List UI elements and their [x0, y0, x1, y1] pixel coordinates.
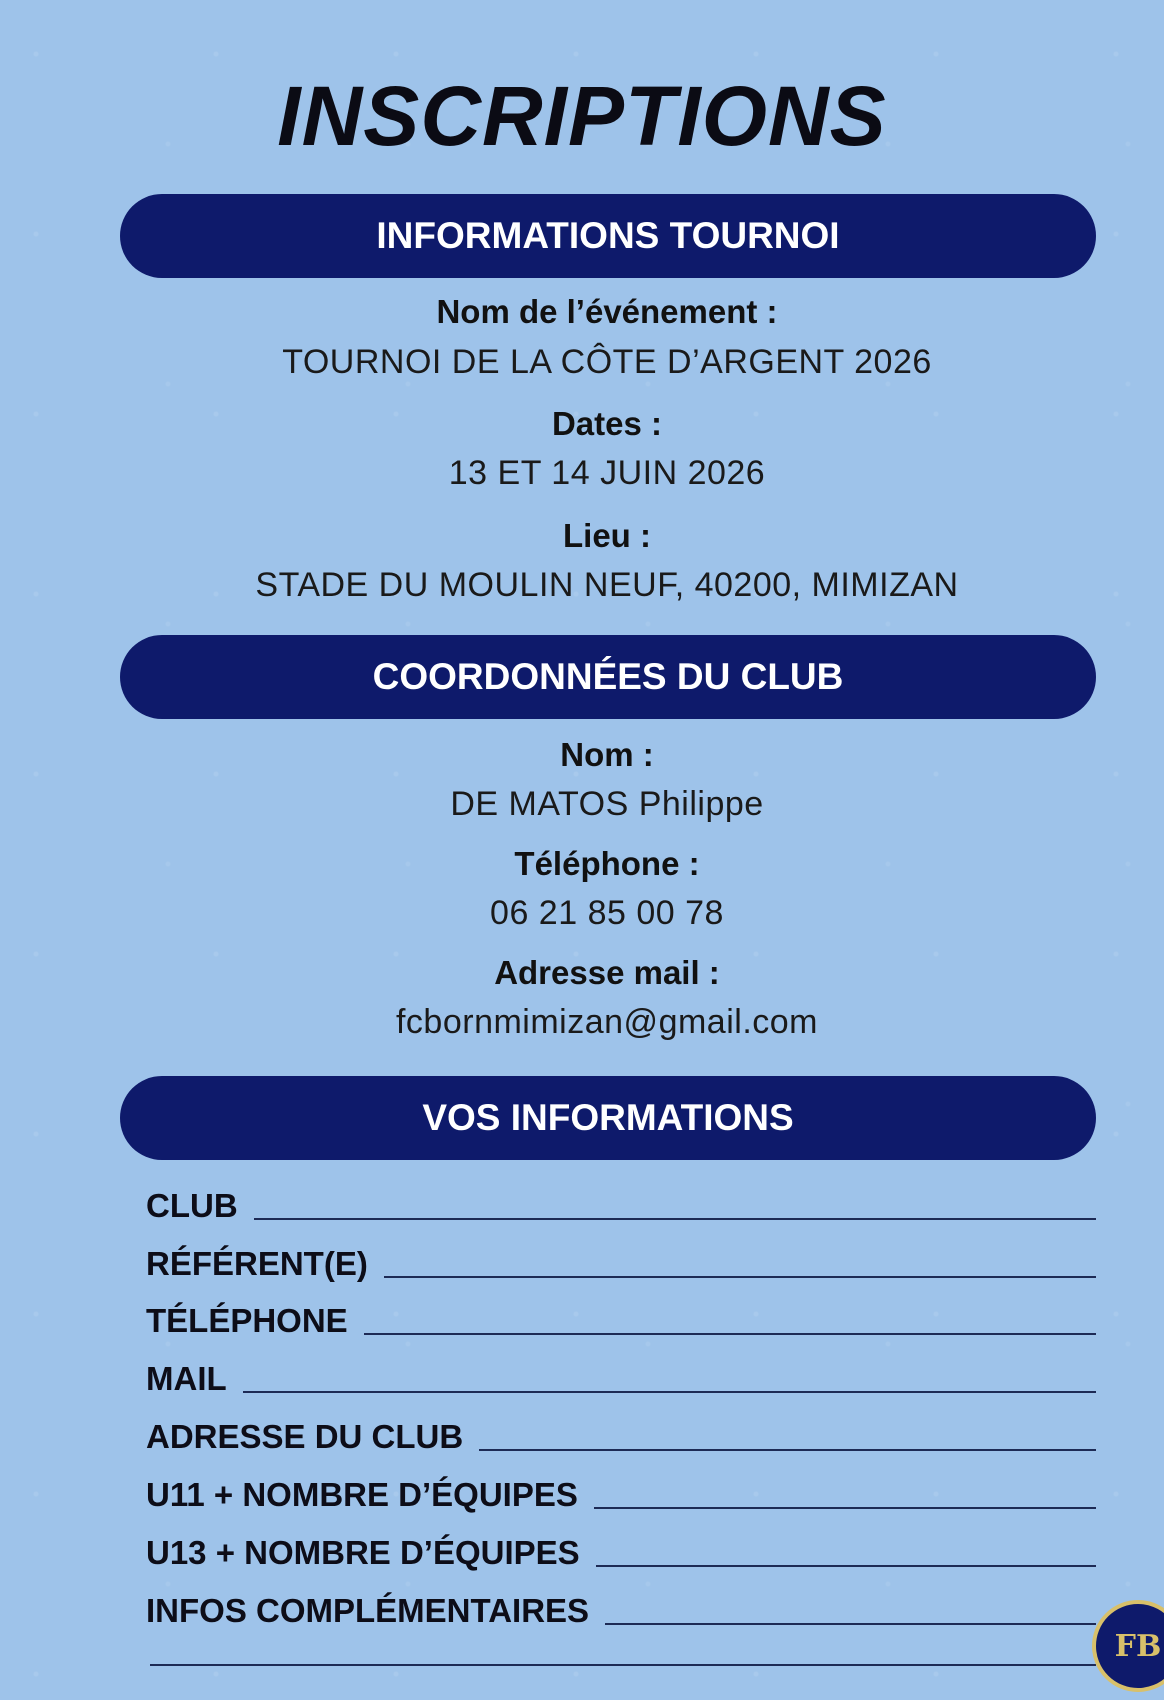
form-field-u11-teams[interactable] — [146, 1471, 1096, 1515]
club-mail-value[interactable]: fcbornmimizan@gmail.com — [395, 1003, 818, 1041]
form-field-phone[interactable] — [146, 1297, 1096, 1341]
fill-line[interactable] — [364, 1333, 1096, 1335]
section-banner-yours: VOS INFORMATIONS — [120, 1076, 1096, 1160]
event-name-label: Nom de l’événement : — [436, 293, 778, 330]
fill-line[interactable] — [384, 1276, 1096, 1278]
club-phone-value: 06 21 85 00 78 — [490, 894, 724, 932]
form-field-club-address[interactable] — [146, 1413, 1096, 1457]
field-label: U13 + NOMBRE D’ÉQUIPES — [146, 1534, 580, 1571]
fill-line[interactable] — [479, 1449, 1096, 1451]
club-name-value: DE MATOS Philippe — [450, 785, 764, 823]
club-logo-text: FB — [1114, 1628, 1162, 1664]
field-label: CLUB — [146, 1187, 238, 1224]
form-field-extra-info[interactable] — [146, 1587, 1096, 1631]
field-label: RÉFÉRENT(E) — [146, 1245, 368, 1282]
fill-line[interactable] — [594, 1507, 1096, 1509]
field-label: U11 + NOMBRE D’ÉQUIPES — [146, 1476, 578, 1513]
field-label: ADRESSE DU CLUB — [146, 1418, 464, 1455]
field-label: INFOS COMPLÉMENTAIRES — [146, 1592, 590, 1629]
form-field-u13-teams[interactable] — [146, 1529, 1096, 1573]
fill-line[interactable] — [605, 1623, 1096, 1625]
field-label: MAIL — [146, 1360, 227, 1397]
dates-value: 13 ET 14 JUIN 2026 — [448, 454, 766, 492]
fill-line[interactable] — [243, 1391, 1096, 1393]
field-label: TÉLÉPHONE — [146, 1302, 348, 1339]
form-field-club[interactable] — [146, 1182, 1096, 1226]
fill-line[interactable] — [596, 1565, 1096, 1567]
club-logo — [1092, 1600, 1164, 1692]
club-phone-label: Téléphone : — [514, 845, 700, 882]
place-value: STADE DU MOULIN NEUF, 40200, MIMIZAN — [255, 566, 959, 604]
event-name-value: TOURNOI DE LA CÔTE D’ARGENT 2026 — [282, 343, 932, 381]
form-field-referent[interactable] — [146, 1240, 1096, 1284]
place-label: Lieu : — [563, 517, 651, 554]
club-name-label: Nom : — [560, 736, 654, 773]
club-mail-label: Adresse mail : — [494, 954, 720, 991]
dates-label: Dates : — [551, 405, 663, 442]
page-title: INSCRIPTIONS — [277, 69, 887, 163]
section-banner-tournament: INFORMATIONS TOURNOI — [120, 194, 1096, 278]
fill-line[interactable] — [254, 1218, 1096, 1220]
section-banner-club: COORDONNÉES DU CLUB — [120, 635, 1096, 719]
extra-info-line[interactable] — [150, 1664, 1096, 1666]
form-field-mail[interactable] — [146, 1355, 1096, 1399]
